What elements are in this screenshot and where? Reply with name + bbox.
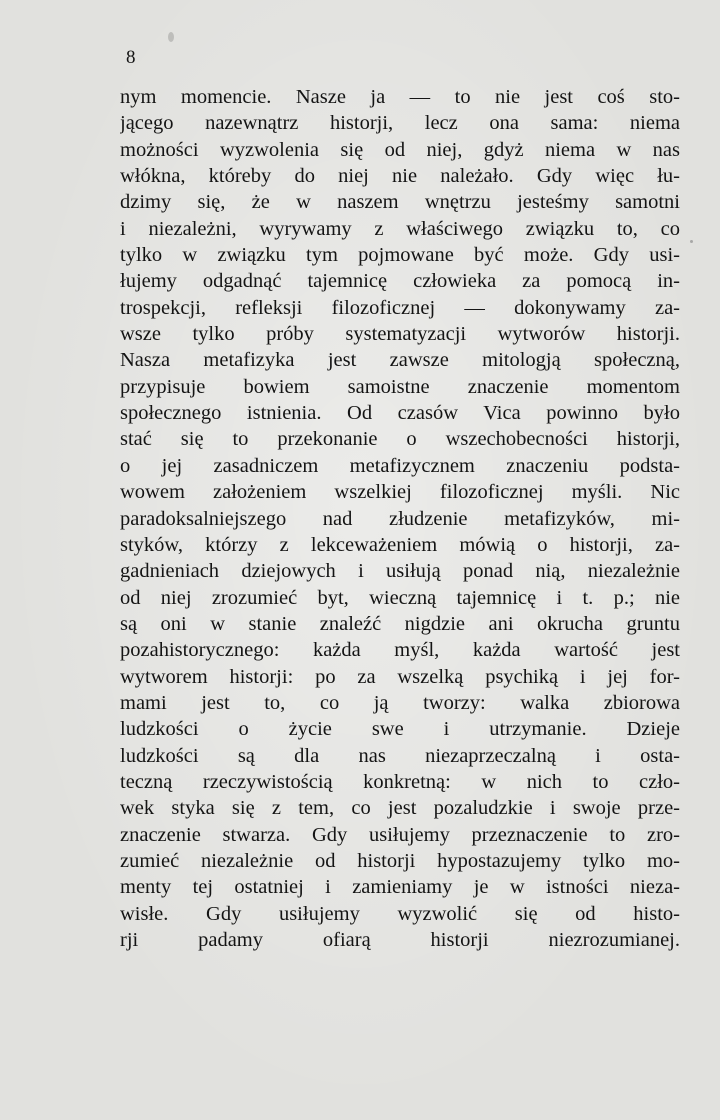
text-line: znaczenie stwarza. Gdy usiłujemy przeznaczenie to zro- — [120, 823, 680, 846]
text-line: dzimy się, że w naszem wnętrzu jesteśmy samotni — [120, 191, 680, 214]
text-line: teczną rzeczywistością konkretną: w nich to czło- — [120, 770, 680, 793]
text-line: jącego nazewnątrz historji, lecz ona sama: niema — [120, 112, 680, 135]
text-line: przypisuje bowiem samoistne znaczenie momentom — [120, 375, 680, 398]
text-line: włókna, któreby do niej nie należało. Gdy więc łu- — [120, 165, 680, 188]
paper-speck — [168, 32, 174, 42]
text-line: stać się to przekonanie o wszechobecności historji, — [120, 428, 680, 451]
text-line: trospekcji, refleksji filozoficznej — dokonywamy za- — [120, 296, 680, 319]
text-line: zumieć niezależnie od historji hypostazujemy tylko mo- — [120, 849, 680, 872]
text-line: tylko w związku tym pojmowane być może. Gdy usi- — [120, 244, 680, 267]
text-line: wytworem historji: po za wszelką psychiką i jej for- — [120, 665, 680, 688]
text-line: gadnieniach dziejowych i usiłują ponad nią, niezależnie — [120, 560, 680, 583]
text-line: wisłe. Gdy usiłujemy wyzwolić się od histo- — [120, 902, 680, 925]
page-number: 8 — [126, 47, 136, 68]
text-line: są oni w stanie znaleźć nigdzie ani okrucha gruntu — [120, 612, 680, 635]
text-line: rji padamy ofiarą historji niezrozumianej. — [120, 929, 680, 951]
text-line: styków, którzy z lekceważeniem mówią o historji, za- — [120, 533, 680, 556]
text-line: od niej zrozumieć byt, wieczną tajemnicę i t. p.; nie — [120, 586, 680, 609]
text-line: i niezależni, wyrywamy z właściwego związku to, co — [120, 217, 680, 240]
text-line: paradoksalniejszego nad złudzenie metafizyków, mi- — [120, 507, 680, 530]
text-line: wowem założeniem wszelkiej filozoficznej myśli. Nic — [120, 481, 680, 504]
text-line: społecznego istnienia. Od czasów Vica powinno było — [120, 402, 680, 425]
text-line: możności wyzwolenia się od niej, gdyż niema w nas — [120, 138, 680, 161]
text-line: menty tej ostatniej i zamieniamy je w istności nieza- — [120, 876, 680, 899]
paper-speck — [690, 240, 693, 243]
text-line: o jej zasadniczem metafizycznem znaczeniu podsta- — [120, 454, 680, 477]
text-line: ludzkości są dla nas niezaprzeczalną i osta- — [120, 744, 680, 767]
text-line: wek styka się z tem, co jest pozaludzkie i swoje prze- — [120, 797, 680, 820]
text-line: łujemy odgadnąć tajemnicę człowieka za pomocą in- — [120, 270, 680, 293]
text-line: pozahistorycznego: każda myśl, każda wartość jest — [120, 639, 680, 662]
text-line: wsze tylko próby systematyzacji wytworów historji. — [120, 323, 680, 346]
text-line: nym momencie. Nasze ja — to nie jest coś sto- — [120, 86, 680, 108]
text-line: Nasza metafizyka jest zawsze mitologją społeczną, — [120, 349, 680, 372]
body-text — [120, 84, 680, 953]
text-line: mami jest to, co ją tworzy: walka zbiorowa — [120, 691, 680, 714]
text-line: ludzkości o życie swe i utrzymanie. Dzieje — [120, 718, 680, 741]
